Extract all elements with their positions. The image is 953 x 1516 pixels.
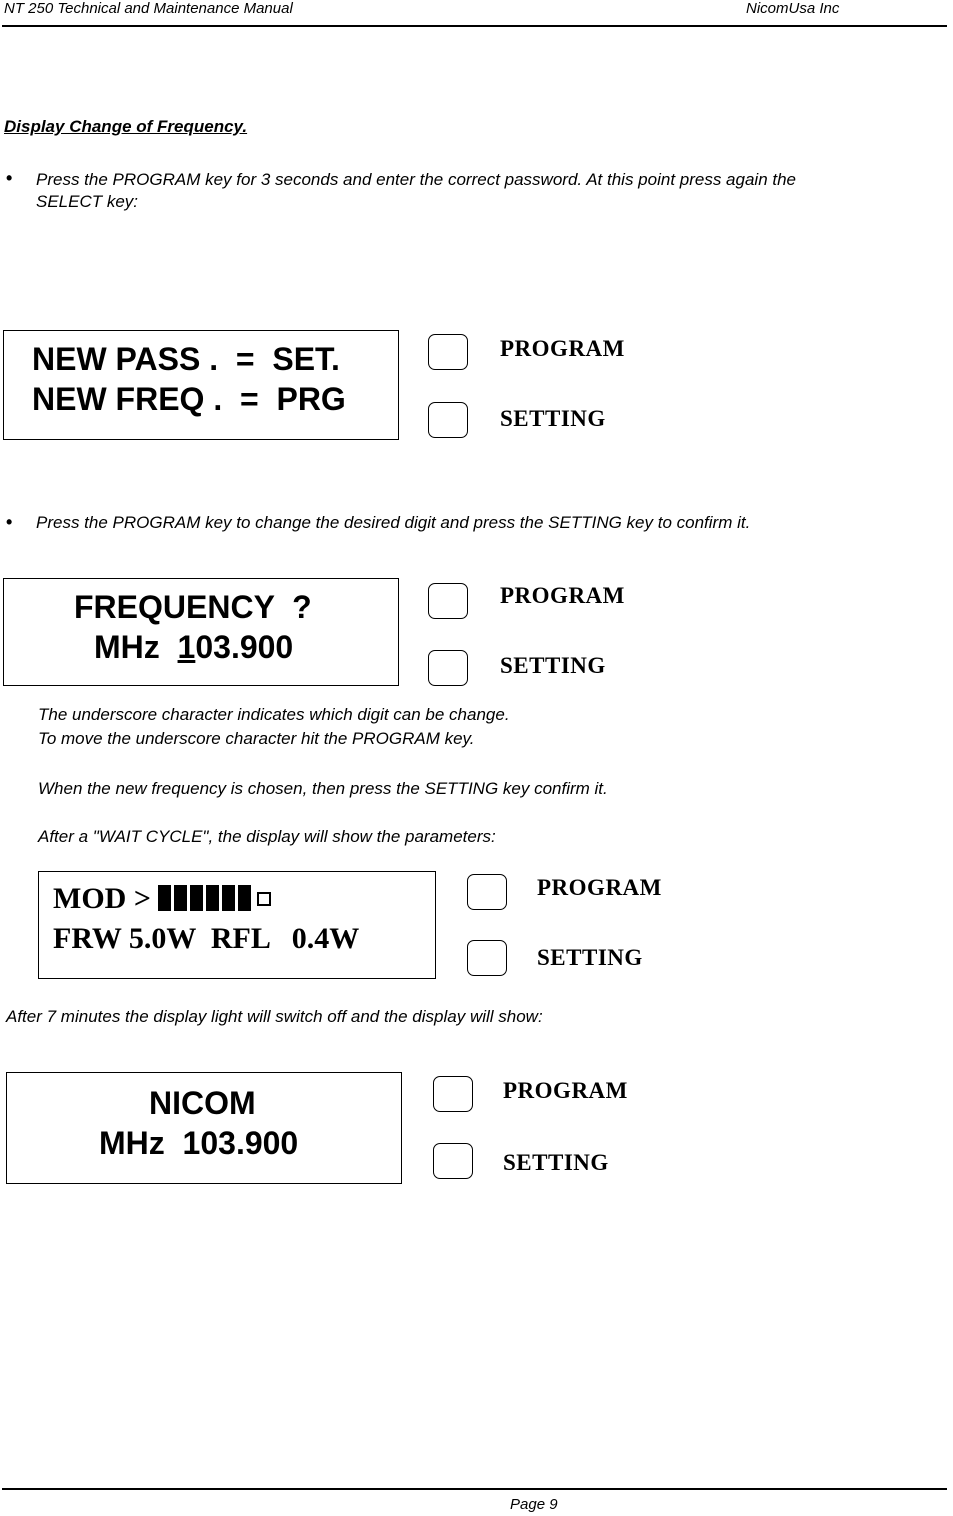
note-underscore: The underscore character indicates which digit can be change. [38, 705, 510, 724]
header-rule [2, 25, 947, 27]
lcd-line2 [94, 629, 293, 666]
lcd-freq-prefix: MHz [94, 629, 178, 665]
lcd-display-standby [6, 1072, 402, 1184]
lcd-line2: MHz 103.900 [99, 1125, 299, 1161]
note-confirm: When the new frequency is chosen, then press the SETTING key confirm it. [38, 779, 608, 798]
lcd-freq-rest: 03.900 [195, 629, 294, 665]
mod-bar-empty [257, 892, 271, 906]
program-key-label: PROGRAM [500, 583, 625, 608]
note-wait-cycle: After a "WAIT CYCLE", the display will show the parameters: [38, 827, 496, 846]
bullet-icon: • [6, 512, 13, 532]
note-move-cursor: To move the underscore character hit the PROGRAM key. [38, 729, 475, 748]
setting-key[interactable] [428, 650, 468, 686]
program-key[interactable] [433, 1076, 473, 1112]
header-manual-title: NT 250 Technical and Maintenance Manual [4, 0, 293, 17]
lcd-line1: NEW PASS . = SET. [32, 341, 340, 377]
program-key[interactable] [467, 874, 507, 910]
mod-bar-filled [158, 885, 171, 911]
setting-key[interactable] [433, 1143, 473, 1179]
setting-key[interactable] [428, 402, 468, 438]
section-title: Display Change of Frequency. [4, 117, 248, 136]
lcd-line1: NICOM [149, 1085, 256, 1121]
cursor-digit: 1 [177, 629, 196, 665]
mod-bar-filled [238, 885, 251, 911]
page-number: Page 9 [510, 1496, 558, 1513]
setting-key[interactable] [467, 940, 507, 976]
setting-key-label: SETTING [500, 653, 606, 678]
lcd-line1 [53, 882, 271, 916]
setting-key-label: SETTING [537, 945, 643, 970]
step1-line1: Press the PROGRAM key for 3 seconds and enter the correct password. At this point press again the [36, 170, 797, 189]
lcd-line1: FREQUENCY ? [74, 589, 312, 625]
step1-line2: SELECT key: [36, 192, 139, 211]
step3-text: After 7 minutes the display light will switch off and the display will show: [6, 1007, 543, 1026]
footer-rule [2, 1488, 947, 1490]
setting-key-label: SETTING [500, 406, 606, 431]
program-key[interactable] [428, 334, 468, 370]
step2-text: Press the PROGRAM key to change the desired digit and press the SETTING key to confirm it. [36, 513, 751, 532]
bullet-icon: • [6, 168, 13, 188]
setting-key-label: SETTING [503, 1150, 609, 1175]
lcd-display-password [3, 330, 399, 440]
program-key-label: PROGRAM [503, 1078, 628, 1103]
program-key[interactable] [428, 583, 468, 619]
header-company: NicomUsa Inc [746, 0, 840, 17]
program-key-label: PROGRAM [500, 336, 625, 361]
lcd-line2: FRW 5.0W RFL 0.4W [53, 922, 360, 955]
mod-bar-filled [206, 885, 219, 911]
mod-bar-filled [190, 885, 203, 911]
mod-bar-filled [222, 885, 235, 911]
modulation-bar-meter [158, 882, 271, 915]
lcd-display-parameters [38, 871, 436, 979]
lcd-display-frequency [3, 578, 399, 686]
mod-label: MOD > [53, 882, 151, 915]
lcd-line2: NEW FREQ . = PRG [32, 381, 346, 417]
mod-bar-filled [174, 885, 187, 911]
program-key-label: PROGRAM [537, 875, 662, 900]
